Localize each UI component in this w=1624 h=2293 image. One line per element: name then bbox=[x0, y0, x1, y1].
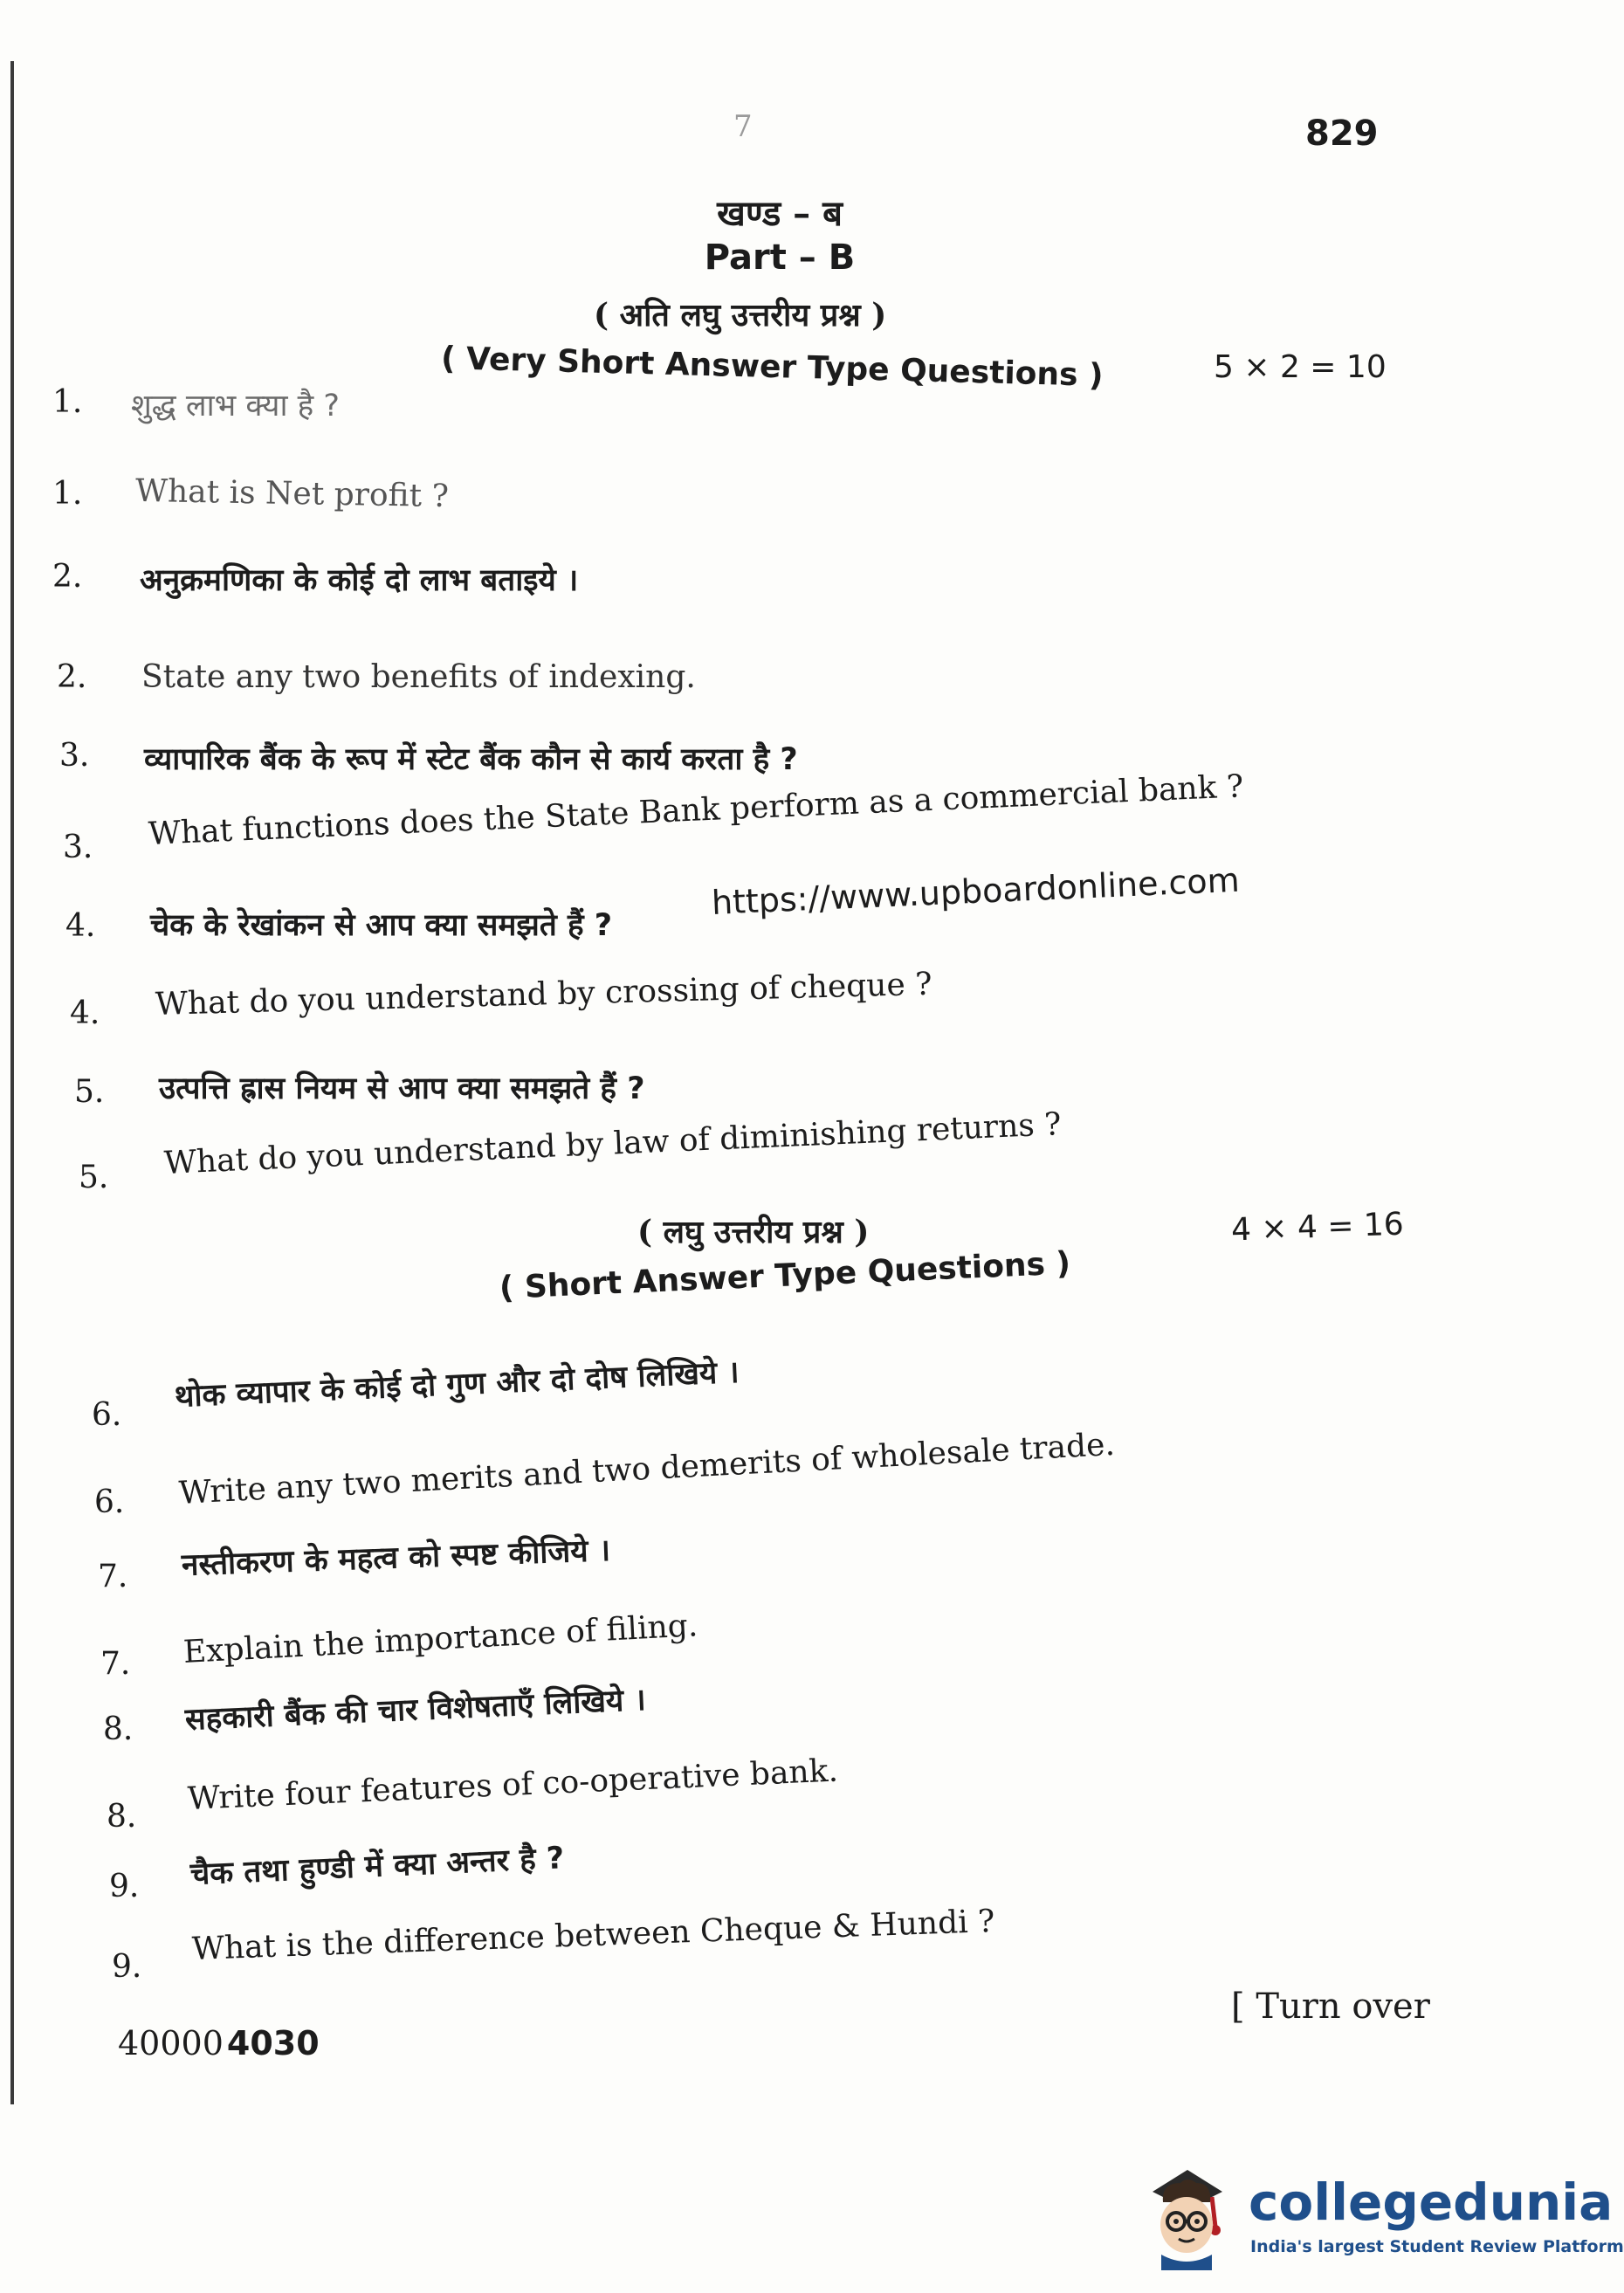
question-text-english: What is the difference between Cheque & Hundi ? bbox=[191, 1903, 996, 1967]
question-text-hindi: थोक व्यापार के कोई दो गुण और दो दोष लिखिये । bbox=[174, 1354, 740, 1415]
question-number: 1. bbox=[52, 476, 83, 512]
question-number: 3. bbox=[63, 830, 93, 865]
question-number: 9. bbox=[112, 1949, 142, 1985]
question-number: 2. bbox=[52, 559, 83, 595]
question-text-english: Write any two merits and two demerits of wholesale trade. bbox=[177, 1426, 1116, 1511]
question-text-english: State any two benefits of indexing. bbox=[141, 659, 696, 695]
watermark-url: https://www.upboardonline.com bbox=[711, 860, 1241, 922]
question-number: 8. bbox=[107, 1799, 137, 1835]
question-number: 6. bbox=[92, 1397, 122, 1433]
question-text-english: Explain the importance of filing. bbox=[182, 1608, 699, 1670]
short-hindi-heading: ( लघु उत्तरीय प्रश्न ) bbox=[637, 1214, 870, 1250]
question-text-english: What do you understand by crossing of cheque ? bbox=[155, 966, 932, 1023]
page-number: 7 bbox=[733, 109, 753, 144]
question-text-hindi: शुद्ध लाभ क्या है ? bbox=[131, 389, 340, 423]
question-number: 3. bbox=[59, 738, 90, 774]
question-number: 4. bbox=[70, 995, 100, 1031]
section-hindi-title: खण्ड – ब bbox=[717, 193, 843, 234]
section-english-title: Part – B bbox=[704, 238, 856, 278]
brand-name: collegedunia bbox=[1249, 2172, 1614, 2232]
brand-tagline: India's largest Student Review Platform bbox=[1250, 2237, 1624, 2256]
question-number: 9. bbox=[109, 1869, 140, 1904]
question-number: 6. bbox=[94, 1484, 125, 1520]
question-text-hindi: उत्पत्ति ह्रास नियम से आप क्या समझते हैं ? bbox=[159, 1071, 645, 1106]
question-text-english: What functions does the State Bank perform as a commercial bank ? bbox=[148, 768, 1244, 852]
question-text-english: Write four features of co-operative bank. bbox=[187, 1752, 839, 1817]
question-text-hindi: नस्तीकरण के महत्व को स्पष्ट कीजिये । bbox=[181, 1532, 611, 1583]
question-text-hindi: चेक के रेखांकन से आप क्या समझते हैं ? bbox=[150, 908, 613, 943]
question-text-hindi: व्यापारिक बैंक के रूप में स्टेट बैंक कौन से कार्य करता है ? bbox=[144, 742, 798, 777]
question-text-hindi: चैक तथा हुण्डी में क्या अन्तर है ? bbox=[189, 1841, 566, 1892]
very-short-english-heading: ( Very Short Answer Type Questions ) bbox=[440, 341, 1104, 394]
very-short-marks: 5 × 2 = 10 bbox=[1214, 349, 1387, 385]
question-number: 1. bbox=[52, 384, 83, 420]
mascot-icon bbox=[1135, 2157, 1240, 2270]
short-english-heading: ( Short Answer Type Questions ) bbox=[499, 1245, 1071, 1306]
short-marks: 4 × 4 = 16 bbox=[1230, 1206, 1405, 1249]
turn-over-label: [ Turn over bbox=[1231, 1987, 1430, 2027]
question-number: 7. bbox=[100, 1646, 131, 1682]
question-number: 7. bbox=[98, 1559, 128, 1594]
question-number: 5. bbox=[79, 1160, 109, 1195]
question-number: 8. bbox=[103, 1711, 134, 1747]
question-text-hindi: अनुक्रमणिका के कोई दो लाभ बताइये । bbox=[140, 563, 579, 598]
question-number: 2. bbox=[57, 659, 87, 695]
paper-code: 829 bbox=[1305, 114, 1379, 154]
scan-border-line bbox=[10, 61, 14, 2104]
footer-code: 4030 bbox=[226, 2024, 320, 2062]
collegedunia-logo bbox=[1135, 2157, 1624, 2279]
copies-count: 40000 bbox=[118, 2024, 224, 2062]
question-number: 5. bbox=[74, 1074, 105, 1110]
question-text-english: What is Net profit ? bbox=[134, 472, 450, 515]
question-text-hindi: सहकारी बैंक की चार विशेषताएँ लिखिये । bbox=[184, 1682, 647, 1738]
question-number: 4. bbox=[65, 908, 96, 944]
question-text-english: What do you understand by law of diminishing returns ? bbox=[163, 1106, 1063, 1181]
footer-copies-code bbox=[118, 2024, 320, 2062]
very-short-hindi-heading: ( अति लघु उत्तरीय प्रश्न ) bbox=[594, 297, 887, 334]
